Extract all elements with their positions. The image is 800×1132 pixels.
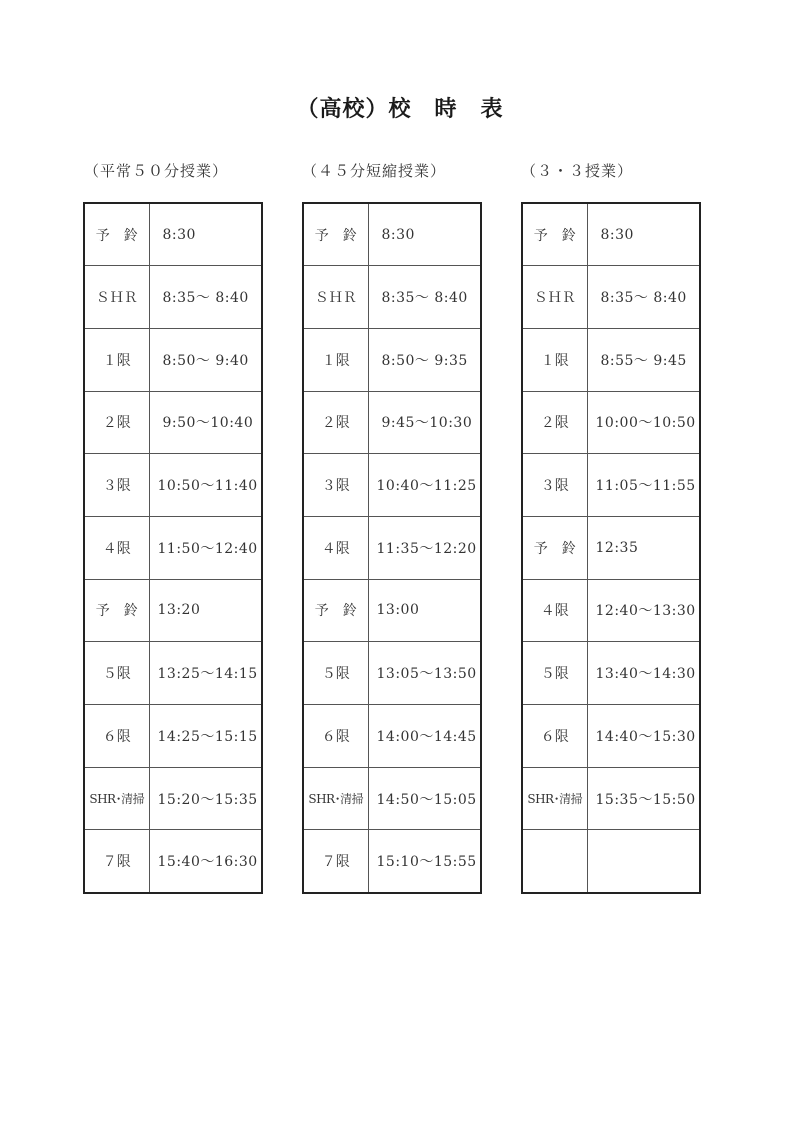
table-row <box>522 266 700 329</box>
table-row <box>84 705 262 768</box>
period-label <box>522 830 587 893</box>
period-label: ６限 <box>303 705 368 768</box>
period-time: 13:40～14:30 <box>587 642 700 705</box>
period-label: １限 <box>522 328 587 391</box>
period-label: 予 鈴 <box>303 579 368 642</box>
period-label: SHR･清掃 <box>303 767 368 830</box>
period-time: 9:50～10:40 <box>149 391 262 454</box>
period-time: 8:30 <box>587 203 700 266</box>
table-row <box>303 767 481 830</box>
period-time: 8:35～ 8:40 <box>368 266 481 329</box>
period-time: 8:30 <box>368 203 481 266</box>
table-row <box>84 454 262 517</box>
period-time: 8:50～ 9:40 <box>149 328 262 391</box>
period-time: 12:40～13:30 <box>587 579 700 642</box>
period-time: 13:20 <box>149 579 262 642</box>
period-time: 8:50～ 9:35 <box>368 328 481 391</box>
period-time: 15:10～15:55 <box>376 853 477 870</box>
period-time: 8:35～ 8:40 <box>587 266 700 329</box>
period-time: 10:50～11:40 <box>149 454 262 517</box>
period-time: 14:00～14:45 <box>368 705 481 768</box>
period-time: 11:35～12:20 <box>368 516 481 579</box>
period-label: SHR･清掃 <box>522 767 587 830</box>
table-row <box>522 642 700 705</box>
schedule-table-three-three <box>521 202 701 894</box>
period-label: 予 鈴 <box>84 203 149 266</box>
table-row <box>303 579 481 642</box>
table-row <box>303 391 481 454</box>
period-label: ３限 <box>522 454 587 517</box>
table-row <box>303 328 481 391</box>
period-time: 8:35～ 8:40 <box>149 266 262 329</box>
table-row <box>522 454 700 517</box>
table-row <box>522 767 700 830</box>
table-row <box>522 579 700 642</box>
table-row <box>522 203 700 266</box>
period-label: ２限 <box>522 391 587 454</box>
schedule-table-shortened <box>302 202 482 894</box>
period-label: ２限 <box>303 391 368 454</box>
period-label: １限 <box>303 328 368 391</box>
table-row <box>303 454 481 517</box>
table-row <box>303 266 481 329</box>
period-time: 15:35～15:50 <box>587 767 700 830</box>
table-row <box>84 203 262 266</box>
table-row <box>84 266 262 329</box>
period-label: ５限 <box>522 642 587 705</box>
period-time: 14:50～15:05 <box>368 767 481 830</box>
period-label: ２限 <box>84 391 149 454</box>
table-row <box>522 328 700 391</box>
period-label: １限 <box>84 328 149 391</box>
period-label: ５限 <box>84 642 149 705</box>
period-label: ７限 <box>84 830 149 893</box>
period-label: ＳＨＲ <box>522 266 587 329</box>
period-time: 10:00～10:50 <box>587 391 700 454</box>
period-time <box>587 830 700 893</box>
table-row <box>84 328 262 391</box>
period-label: SHR･清掃 <box>84 767 149 830</box>
table-row <box>303 705 481 768</box>
period-time: 10:40～11:25 <box>368 454 481 517</box>
column-heading-regular: （平常５０分授業） <box>84 162 229 180</box>
period-time: 14:25～15:15 <box>149 705 262 768</box>
period-time: 14:40～15:30 <box>587 705 700 768</box>
table-row <box>84 391 262 454</box>
period-time: 11:05～11:55 <box>587 454 700 517</box>
column-heading-three-three: （３・３授業） <box>521 162 634 180</box>
table-row <box>303 516 481 579</box>
period-time: 8:30 <box>149 203 262 266</box>
period-time: 13:05～13:50 <box>368 642 481 705</box>
period-time: 15:20～15:35 <box>149 767 262 830</box>
table-row <box>303 203 481 266</box>
period-label: ７限 <box>303 830 368 893</box>
period-time: 9:45～10:30 <box>368 391 481 454</box>
table-row <box>522 830 700 893</box>
table-row <box>303 642 481 705</box>
period-time: 15:40～16:30 <box>157 853 258 870</box>
period-label: ４限 <box>84 516 149 579</box>
period-label: ＳＨＲ <box>84 266 149 329</box>
period-label: ４限 <box>522 579 587 642</box>
column-heading-shortened: （４５分短縮授業） <box>302 162 447 180</box>
period-label: ６限 <box>84 705 149 768</box>
table-row <box>84 642 262 705</box>
period-label: 予 鈴 <box>522 516 587 579</box>
page-title: （高校）校 時 表 <box>296 97 504 122</box>
period-label: ４限 <box>303 516 368 579</box>
period-time: 13:25～14:15 <box>149 642 262 705</box>
period-label: ３限 <box>303 454 368 517</box>
table-row <box>303 830 481 893</box>
table-row <box>84 516 262 579</box>
period-label: ５限 <box>303 642 368 705</box>
period-label: 予 鈴 <box>522 203 587 266</box>
period-label: ３限 <box>84 454 149 517</box>
table-row <box>84 767 262 830</box>
table-row <box>522 391 700 454</box>
table-row <box>522 705 700 768</box>
period-label: 予 鈴 <box>303 203 368 266</box>
table-row <box>522 516 700 579</box>
table-row <box>84 830 262 893</box>
schedule-table-regular <box>83 202 263 894</box>
period-label: 予 鈴 <box>84 579 149 642</box>
period-label: ６限 <box>522 705 587 768</box>
period-label: ＳＨＲ <box>303 266 368 329</box>
period-time: 12:35 <box>587 516 700 579</box>
table-row <box>84 579 262 642</box>
period-time: 8:55～ 9:45 <box>587 328 700 391</box>
period-time: 13:00 <box>368 579 481 642</box>
period-time: 11:50～12:40 <box>149 516 262 579</box>
